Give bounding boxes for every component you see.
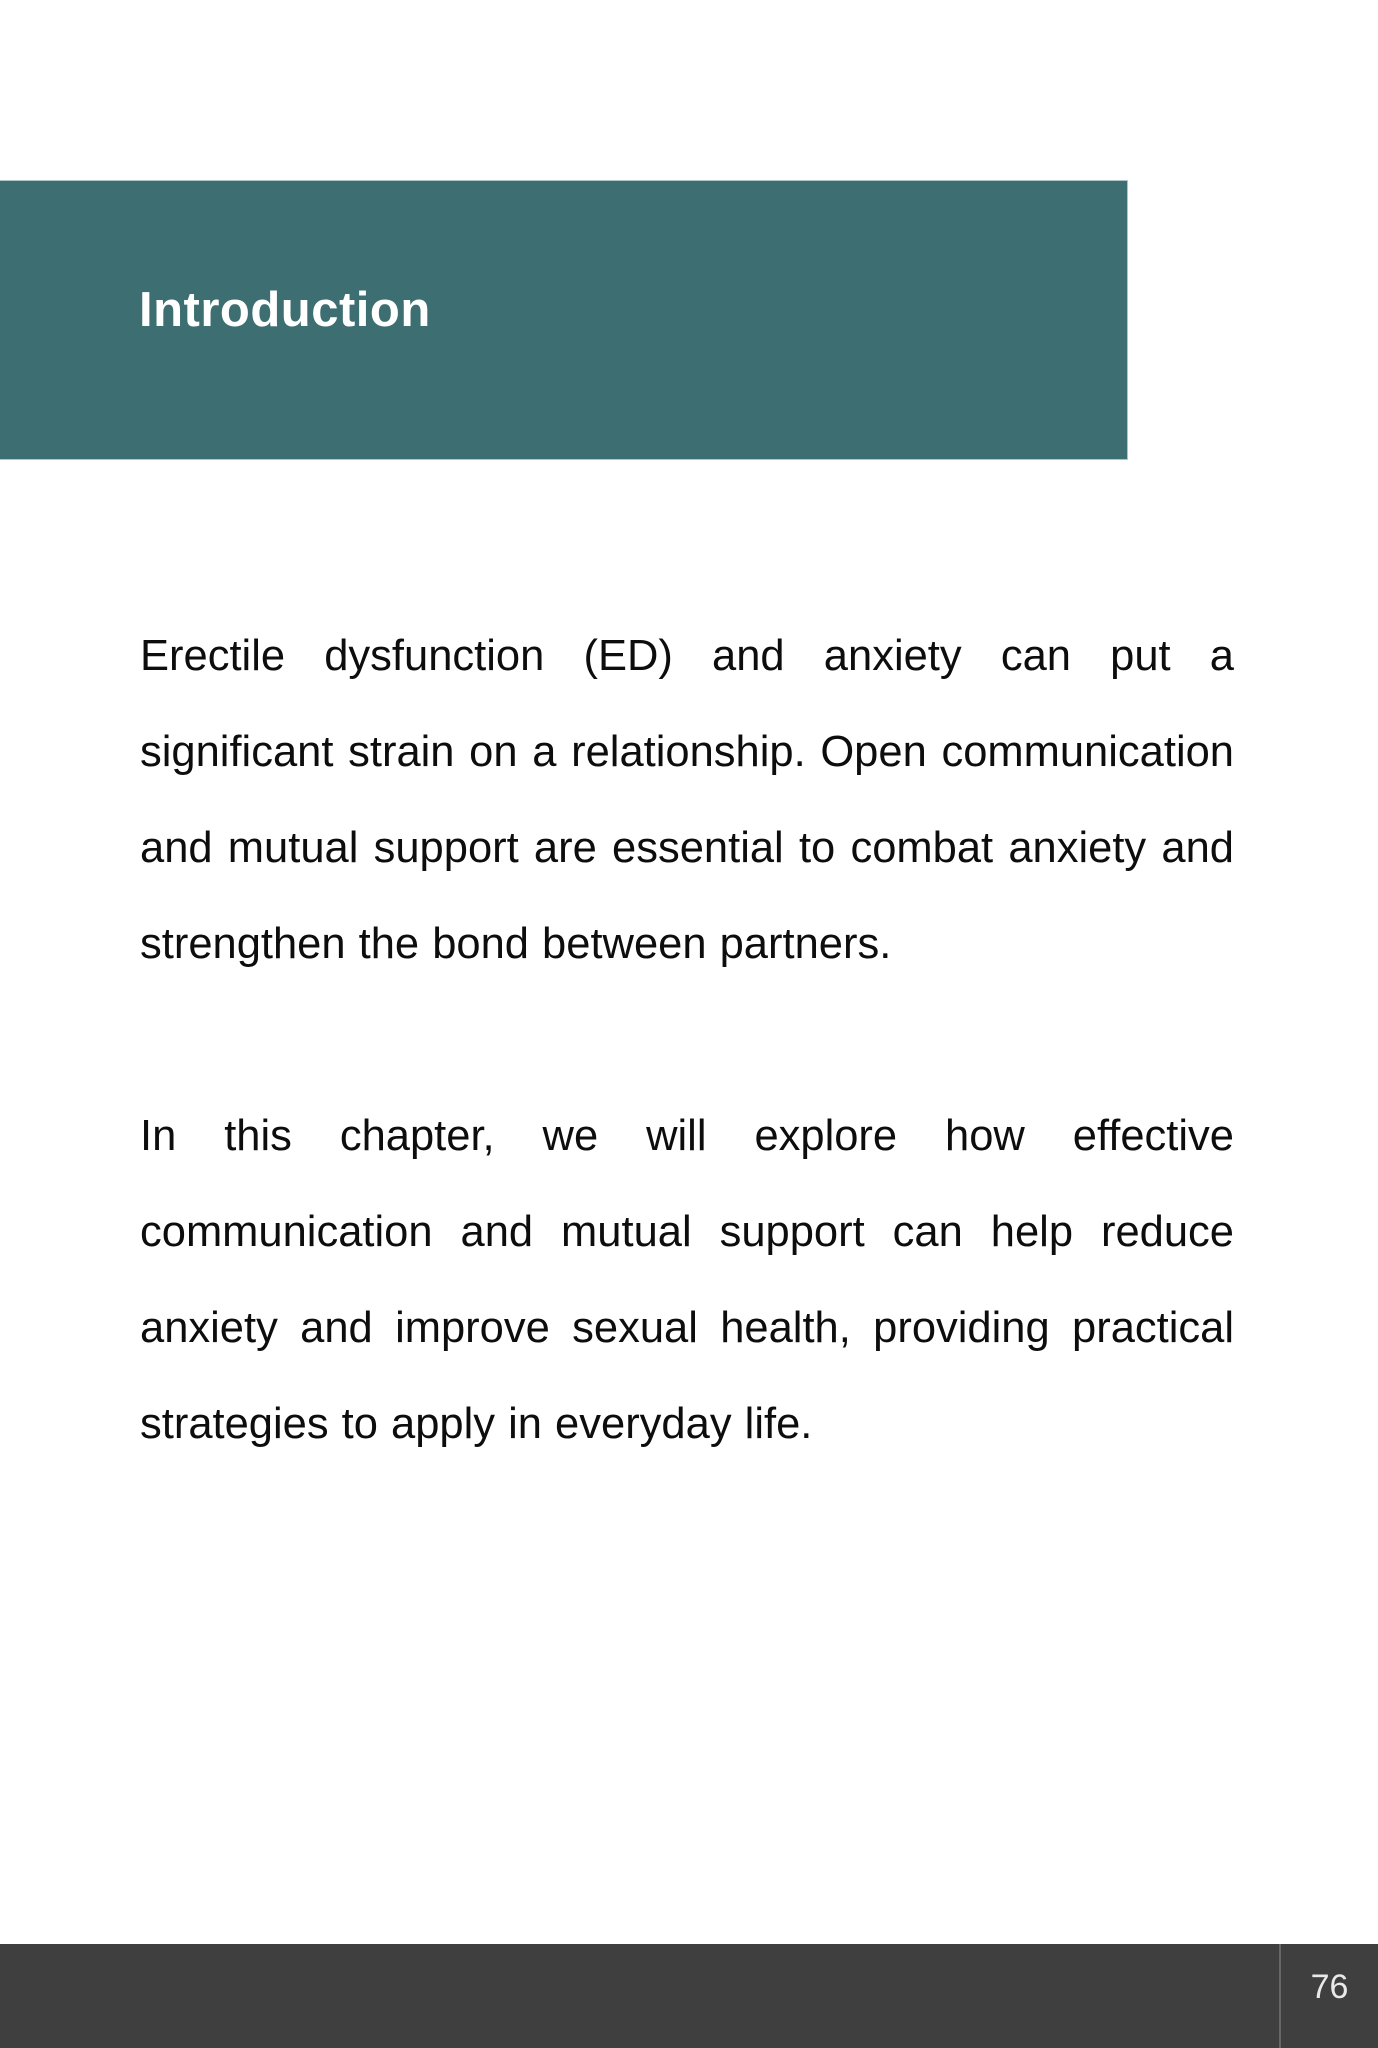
body-content bbox=[140, 608, 1234, 1568]
body-paragraph: In this chapter, we will explore how effective communication and mutual support can help reduce anxiety and improve sexual health, providing practical strategies to apply in everyday life. bbox=[140, 1112, 1234, 1448]
body-paragraph: Erectile dysfunction (ED) and anxiety can put a significant strain on a relationship. Open communication and mutual support are essential to combat anxiety and strengthen the bond between partners. bbox=[140, 632, 1234, 968]
page-number-cell bbox=[1279, 1944, 1378, 2048]
page-number: 76 bbox=[1310, 1968, 1349, 2006]
chapter-header-band bbox=[0, 180, 1128, 460]
chapter-title: Introduction bbox=[139, 283, 431, 337]
footer-bar bbox=[0, 1944, 1378, 2048]
